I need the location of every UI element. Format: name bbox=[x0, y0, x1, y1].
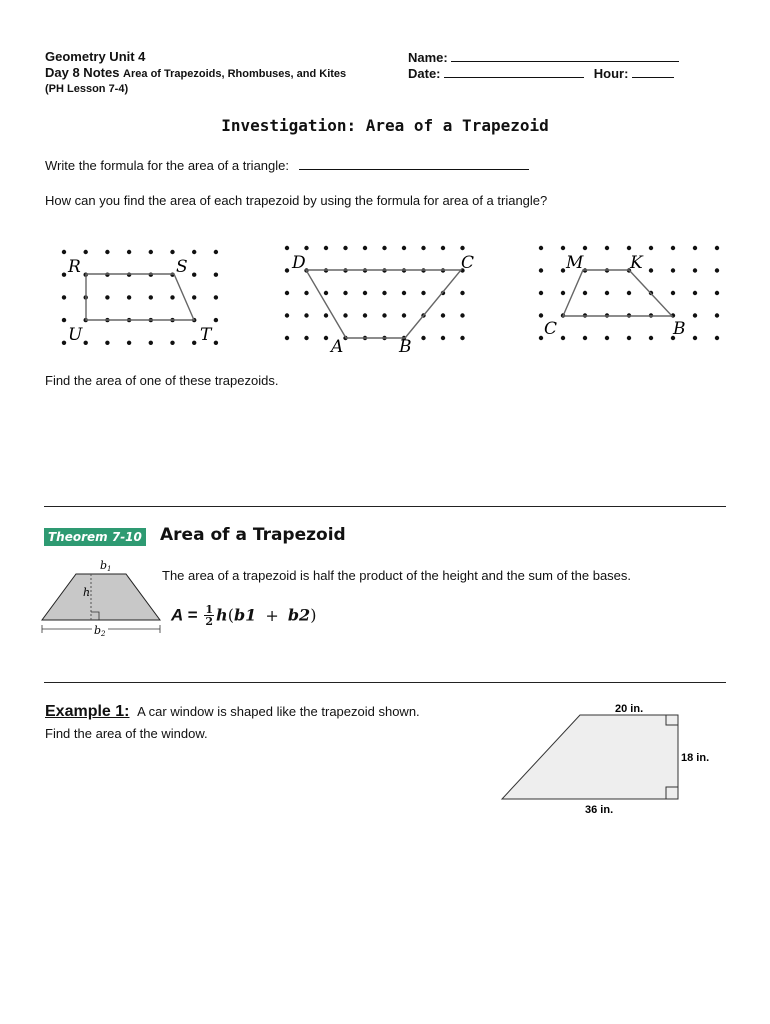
grid-dot bbox=[105, 295, 109, 299]
unit-title: Geometry Unit 4 bbox=[45, 49, 146, 64]
trapezoid-figure bbox=[36, 556, 166, 646]
grid-dot bbox=[192, 341, 196, 345]
name-row bbox=[408, 49, 679, 65]
grid-dot bbox=[285, 268, 289, 272]
grid-dot bbox=[324, 291, 328, 295]
label-k: K bbox=[630, 253, 643, 273]
example-1 bbox=[45, 703, 420, 721]
b2-label: b2 bbox=[94, 624, 106, 638]
label-t: T bbox=[200, 325, 212, 345]
formula-lhs: A = bbox=[171, 605, 198, 625]
name-label: Name: bbox=[408, 50, 448, 65]
grid-dot bbox=[84, 250, 88, 254]
car-window-figure bbox=[495, 698, 725, 828]
grid-dot bbox=[149, 295, 153, 299]
theorem-tag: Theorem 7-10 bbox=[44, 528, 146, 546]
trapezoid-method-question: How can you find the area of each trapezoid by using the formula for area of a triangle? bbox=[45, 193, 548, 208]
grid-dot bbox=[149, 250, 153, 254]
grid-dot bbox=[441, 336, 445, 340]
grid-dot bbox=[441, 246, 445, 250]
grid-dot bbox=[583, 246, 587, 250]
formula-plus: + bbox=[265, 605, 279, 625]
grid-dot bbox=[285, 313, 289, 317]
label-d: D bbox=[292, 253, 306, 273]
dot-grids bbox=[62, 246, 719, 345]
grid-dot bbox=[105, 250, 109, 254]
example-1-text: A car window is shaped like the trapezoid shown. bbox=[137, 704, 420, 719]
grid-dot bbox=[421, 336, 425, 340]
trapezoid-dcab bbox=[306, 270, 461, 338]
grid-dot bbox=[382, 291, 386, 295]
grid-dot bbox=[649, 246, 653, 250]
grid-dot bbox=[214, 318, 218, 322]
grid-dot bbox=[671, 291, 675, 295]
label-m: M bbox=[566, 253, 584, 273]
label-a: A bbox=[331, 337, 344, 356]
grid-dot bbox=[149, 341, 153, 345]
grid-dot bbox=[192, 273, 196, 277]
grid-dot bbox=[62, 273, 66, 277]
grid-dot bbox=[649, 268, 653, 272]
formula-h: h bbox=[216, 605, 228, 625]
grid-dot bbox=[460, 336, 464, 340]
grid-dot bbox=[343, 291, 347, 295]
grid-dot bbox=[539, 313, 543, 317]
grid-dot bbox=[382, 313, 386, 317]
grid-dot bbox=[324, 336, 328, 340]
grid-dot bbox=[62, 295, 66, 299]
bottom-base-label: 36 in. bbox=[585, 804, 614, 816]
lesson-ref: (PH Lesson 7-4) bbox=[45, 83, 129, 95]
grid-dot bbox=[583, 336, 587, 340]
grid-dot bbox=[324, 313, 328, 317]
grid-dot bbox=[693, 291, 697, 295]
label-b2: B bbox=[673, 319, 686, 339]
grid-dot bbox=[715, 291, 719, 295]
grid-dot bbox=[605, 246, 609, 250]
top-base-label: 20 in. bbox=[615, 703, 644, 715]
frac-numerator: 1 bbox=[205, 603, 214, 616]
triangle-formula-answer-field[interactable] bbox=[299, 157, 529, 170]
grid-dot bbox=[170, 295, 174, 299]
grid-dot bbox=[214, 341, 218, 345]
grid-dot bbox=[105, 273, 109, 277]
window-trapezoid bbox=[502, 715, 678, 799]
grid-dot bbox=[127, 341, 131, 345]
grid-dot bbox=[539, 246, 543, 250]
grid-dot bbox=[285, 336, 289, 340]
grid-dot bbox=[62, 318, 66, 322]
grid-dot bbox=[343, 246, 347, 250]
grid-dot bbox=[561, 246, 565, 250]
h-label: h bbox=[83, 586, 91, 599]
grid-dot bbox=[460, 313, 464, 317]
grid-dot bbox=[715, 268, 719, 272]
grid-dot bbox=[539, 291, 543, 295]
grid-dot bbox=[363, 291, 367, 295]
grid-dot bbox=[402, 313, 406, 317]
grid-dot bbox=[561, 268, 565, 272]
grid-dot bbox=[605, 336, 609, 340]
grid-dot bbox=[170, 250, 174, 254]
grid-dot bbox=[62, 341, 66, 345]
formula-open-paren: ( bbox=[227, 605, 234, 625]
triangle-formula-question bbox=[45, 157, 529, 173]
example-1-label: Example 1: bbox=[45, 703, 130, 720]
grid-dot bbox=[402, 246, 406, 250]
frac-denominator: 2 bbox=[205, 615, 214, 628]
date-row bbox=[408, 65, 674, 81]
day-title bbox=[45, 65, 346, 82]
grid-dot bbox=[693, 313, 697, 317]
grid-dot bbox=[105, 341, 109, 345]
grid-dot bbox=[84, 341, 88, 345]
theorem-statement: The area of a trapezoid is half the product of the height and the sum of the bases. bbox=[162, 568, 632, 583]
grid-dot bbox=[693, 336, 697, 340]
grid-dot bbox=[304, 336, 308, 340]
grid-dot bbox=[127, 295, 131, 299]
theorem-title: Area of a Trapezoid bbox=[160, 525, 346, 545]
grid-dot bbox=[561, 291, 565, 295]
grid-dot bbox=[627, 246, 631, 250]
grid-dot bbox=[214, 250, 218, 254]
grid-dot bbox=[192, 295, 196, 299]
formula-half bbox=[204, 604, 214, 628]
grid-dot bbox=[583, 291, 587, 295]
question-1-text: Write the formula for the area of a triangle: bbox=[45, 158, 289, 173]
grid-dot bbox=[304, 246, 308, 250]
grid-dot bbox=[214, 273, 218, 277]
grid-dot bbox=[561, 336, 565, 340]
formula-close-paren: ) bbox=[310, 605, 317, 625]
grid-dot bbox=[460, 291, 464, 295]
grid-dot bbox=[192, 250, 196, 254]
day-topic: Area of Trapezoids, Rhombuses, and Kites bbox=[123, 68, 347, 80]
label-c: C bbox=[461, 253, 475, 273]
grid-dot bbox=[127, 250, 131, 254]
grid-dot bbox=[304, 313, 308, 317]
trapezoid-area-formula bbox=[171, 604, 316, 628]
section-divider-2 bbox=[44, 682, 726, 683]
grid-dot bbox=[671, 268, 675, 272]
b1-label: b1 bbox=[100, 559, 112, 573]
grid-dot bbox=[671, 246, 675, 250]
trapezoid-rstu bbox=[86, 274, 194, 320]
grid-dot bbox=[285, 291, 289, 295]
grid-dot bbox=[539, 268, 543, 272]
formula-b1: b1 bbox=[233, 605, 257, 625]
grid-dot bbox=[421, 291, 425, 295]
grid-dot bbox=[627, 291, 631, 295]
height-label: 18 in. bbox=[681, 752, 710, 764]
section-divider-1 bbox=[44, 506, 726, 507]
grid-dot bbox=[605, 291, 609, 295]
date-label: Date: bbox=[408, 66, 441, 81]
grid-dot bbox=[149, 273, 153, 277]
grid-dot bbox=[363, 246, 367, 250]
name-field[interactable] bbox=[451, 49, 679, 62]
example-1-text-2: Find the area of the window. bbox=[45, 726, 208, 741]
label-u: U bbox=[68, 325, 83, 345]
day-label: Day 8 Notes bbox=[45, 65, 120, 80]
grid-dot bbox=[343, 313, 347, 317]
date-field[interactable] bbox=[444, 65, 584, 78]
grid-dot bbox=[649, 336, 653, 340]
grid-dot bbox=[304, 291, 308, 295]
hour-label: Hour: bbox=[593, 66, 629, 81]
grid-dot bbox=[441, 313, 445, 317]
grid-dot bbox=[382, 246, 386, 250]
dot-grid-trapezoids bbox=[0, 236, 770, 356]
formula-b2: b2 bbox=[287, 605, 311, 625]
grid-dot bbox=[324, 246, 328, 250]
grid-dot bbox=[715, 313, 719, 317]
grid-dot bbox=[715, 336, 719, 340]
hour-field[interactable] bbox=[632, 65, 674, 78]
label-b: B bbox=[399, 337, 412, 356]
grid-dot bbox=[285, 246, 289, 250]
grid-dot bbox=[693, 246, 697, 250]
label-r: R bbox=[68, 257, 81, 277]
grid-dot bbox=[421, 246, 425, 250]
grid-dot bbox=[127, 273, 131, 277]
trapezoid-shape bbox=[42, 574, 160, 620]
find-area-prompt: Find the area of one of these trapezoids. bbox=[45, 373, 279, 388]
grid-dot bbox=[170, 341, 174, 345]
grid-dot bbox=[214, 295, 218, 299]
label-c2: C bbox=[544, 319, 558, 339]
label-s: S bbox=[176, 257, 188, 277]
investigation-title: Investigation: Area of a Trapezoid bbox=[221, 116, 549, 135]
trapezoid-mkbc bbox=[563, 270, 672, 316]
grid-dot bbox=[62, 250, 66, 254]
grid-dot bbox=[363, 313, 367, 317]
grid-dot bbox=[539, 336, 543, 340]
grid-dot bbox=[460, 246, 464, 250]
grid-dot bbox=[715, 246, 719, 250]
grid-dot bbox=[693, 268, 697, 272]
grid-dot bbox=[402, 291, 406, 295]
grid-dot bbox=[627, 336, 631, 340]
